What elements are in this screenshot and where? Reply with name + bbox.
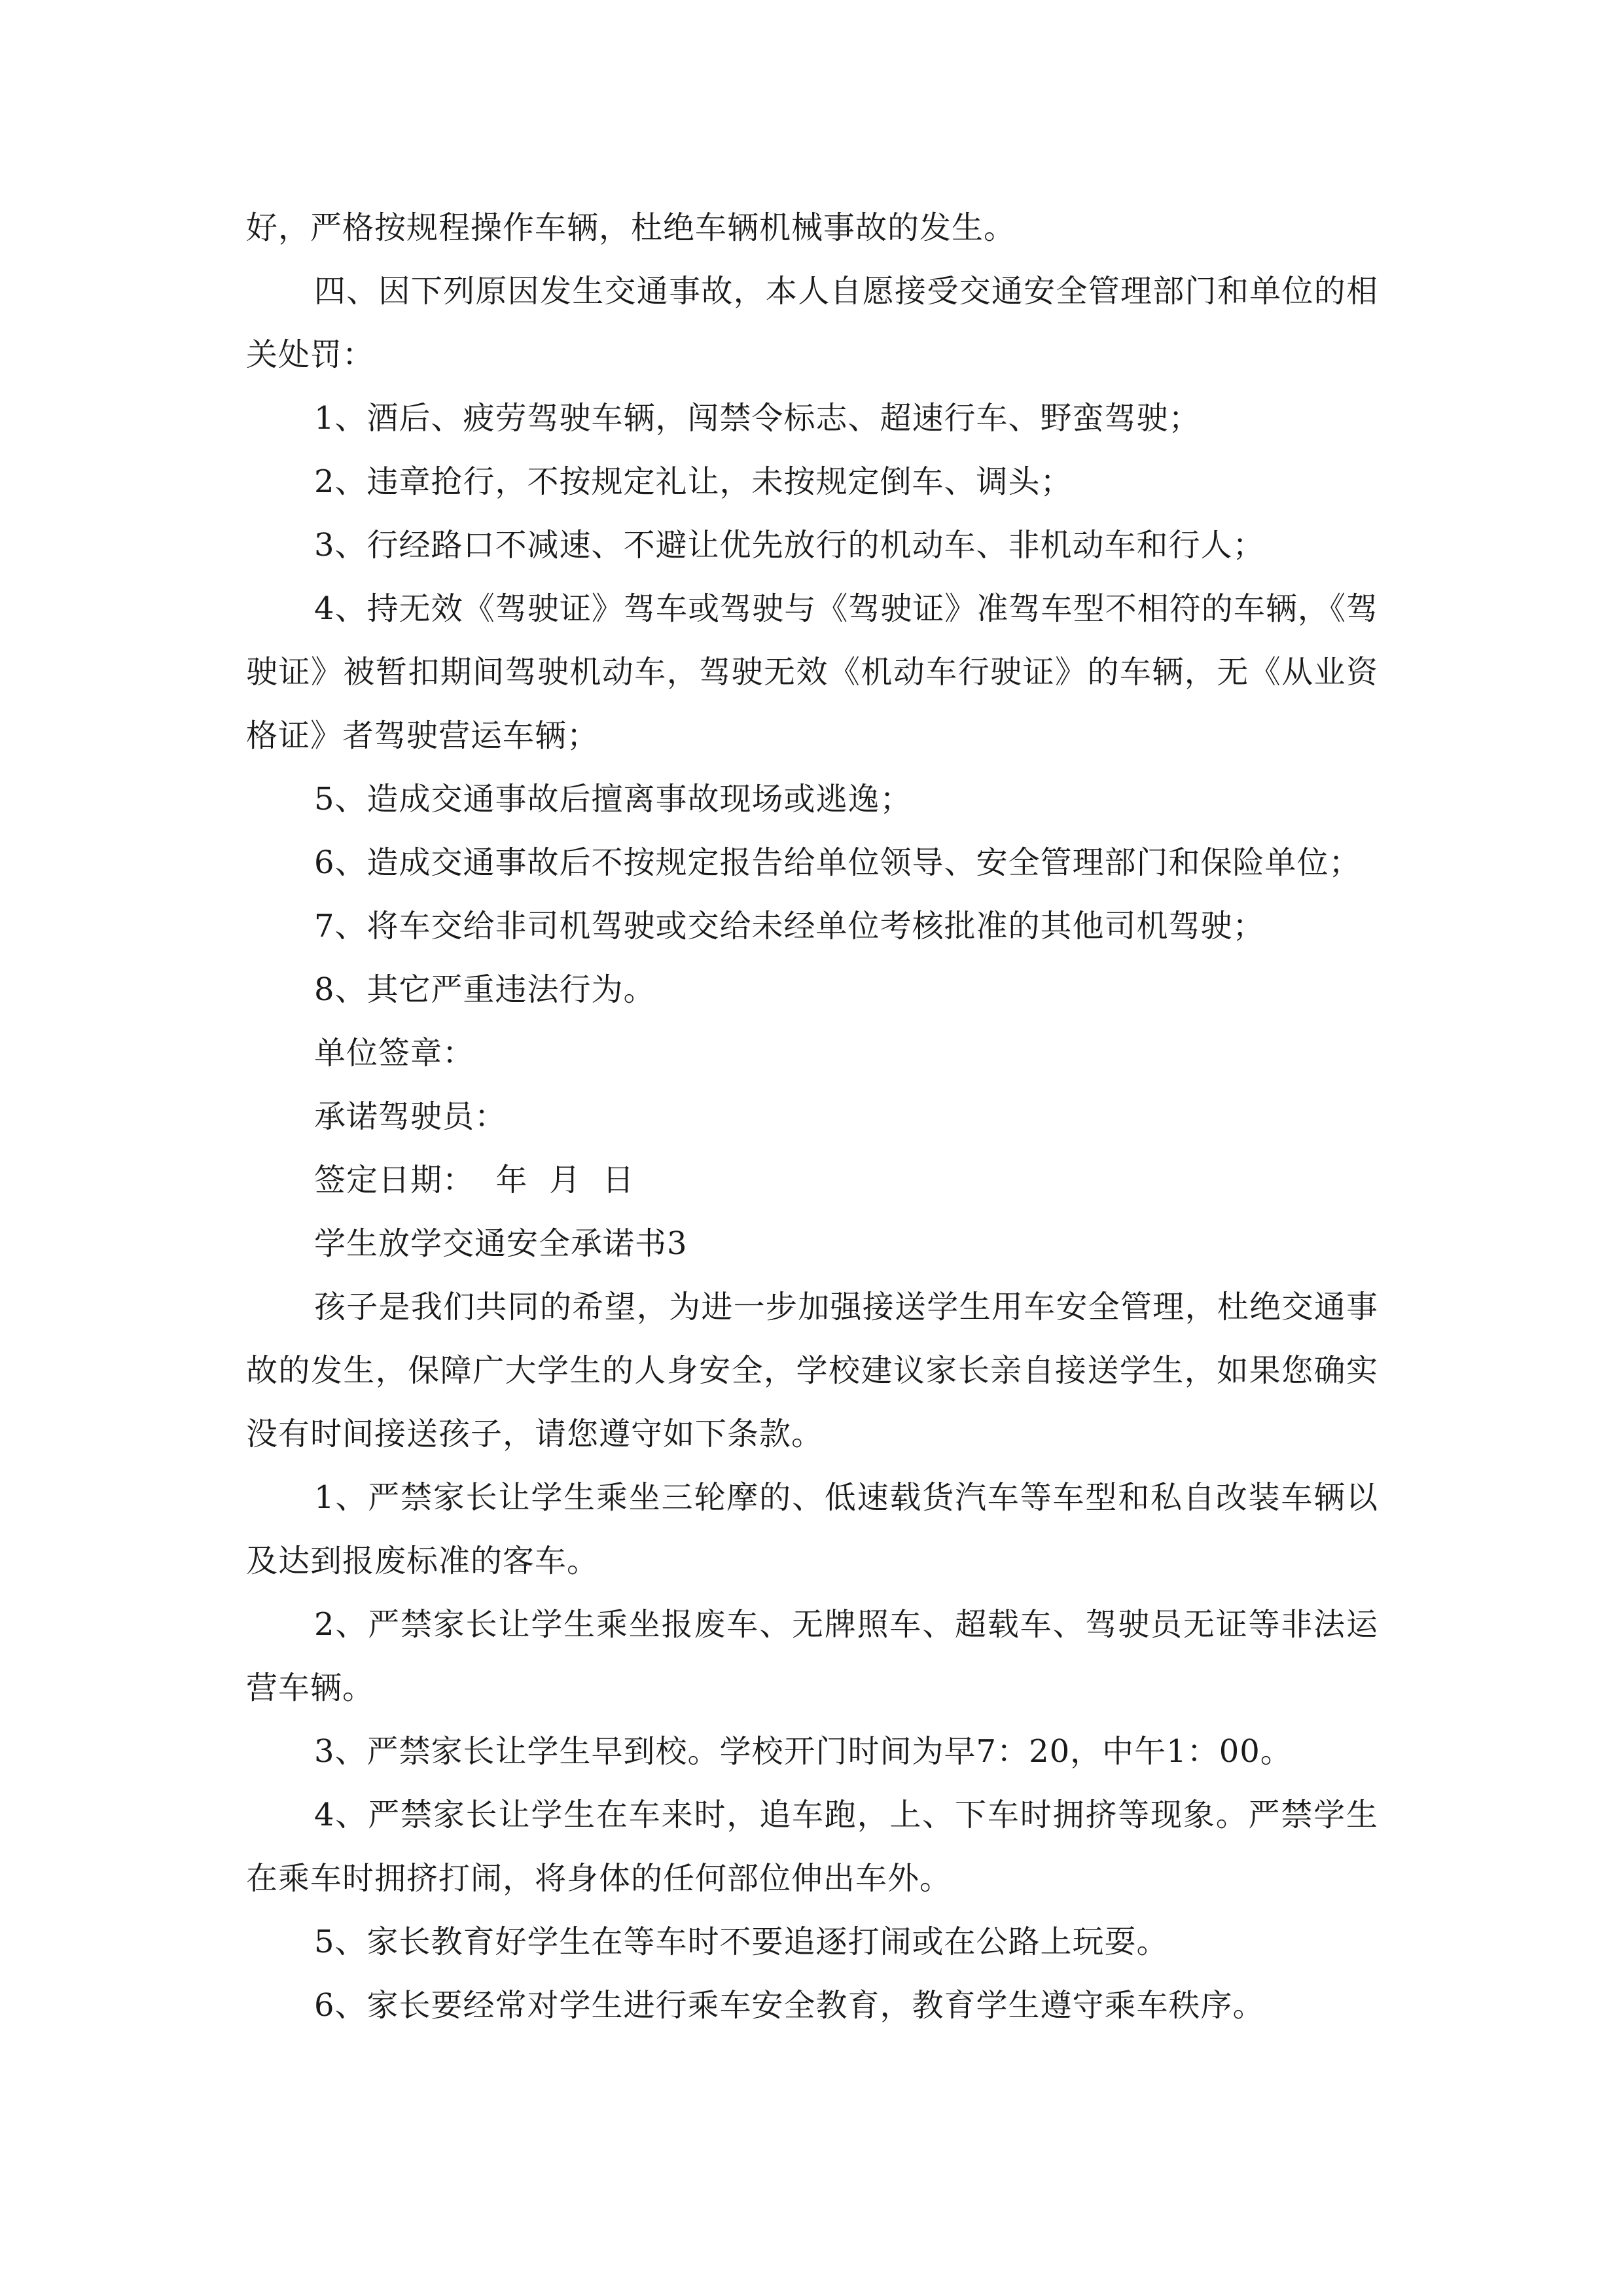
list-item: 2、违章抢行，不按规定礼让，未按规定倒车、调头；	[314, 463, 1073, 500]
signature-driver: 承诺驾驶员：	[314, 1098, 507, 1135]
paragraph-continuation: 好，严格按规程操作车辆，杜绝车辆机械事故的发生。	[246, 209, 1016, 246]
paragraph-intro: 孩子是我们共同的希望，为进一步加强接送学生用车安全管理，杜绝交通事故的发生，保障广大学生的人身安全，学校建议家长亲自接送学生，如果您确实没有时间接送孩子，请您遵守如下条款。	[246, 1289, 1378, 1452]
section-title: 学生放学交通安全承诺书3	[314, 1225, 688, 1262]
list-item: 6、家长要经常对学生进行乘车安全教育，教育学生遵守乘车秩序。	[314, 1987, 1265, 2024]
list-item: 7、将车交给非司机驾驶或交给未经单位考核批准的其他司机驾驶；	[314, 908, 1265, 944]
list-item: 3、行经路口不减速、不避让优先放行的机动车、非机动车和行人；	[314, 527, 1265, 564]
list-item: 8、其它严重违法行为。	[314, 971, 656, 1008]
list-item: 5、造成交通事故后擅离事故现场或逃逸；	[314, 781, 912, 817]
list-item: 1、酒后、疲劳驾驶车辆，闯禁令标志、超速行车、野蛮驾驶；	[314, 400, 1201, 437]
signature-unit-seal: 单位签章：	[314, 1035, 475, 1071]
list-item: 3、严禁家长让学生早到校。学校开门时间为早7：20，中午1：00。	[314, 1733, 1293, 1770]
list-item: 4、严禁家长让学生在车来时，追车跑，上、下车时拥挤等现象。严禁学生在乘车时拥挤打闹，将身体的任何部位伸出车外。	[246, 1797, 1378, 1897]
list-item: 2、严禁家长让学生乘坐报废车、无牌照车、超载车、驾驶员无证等非法运营车辆。	[246, 1606, 1378, 1706]
list-item: 5、家长教育好学生在等车时不要追逐打闹或在公路上玩耍。	[314, 1924, 1169, 1960]
document-body	[246, 196, 1378, 2037]
list-item: 4、持无效《驾驶证》驾车或驾驶与《驾驶证》准驾车型不相符的车辆，《驾驶证》被暂扣期间驾驶机动车，驾驶无效《机动车行驶证》的车辆，无《从业资格证》者驾驶营运车辆；	[246, 590, 1378, 754]
list-item: 1、严禁家长让学生乘坐三轮摩的、低速载货汽车等车型和私自改装车辆以及达到报废标准的客车。	[246, 1479, 1378, 1579]
paragraph-penalty-intro: 四、因下列原因发生交通事故，本人自愿接受交通安全管理部门和单位的相关处罚：	[246, 273, 1378, 373]
list-item: 6、造成交通事故后不按规定报告给单位领导、安全管理部门和保险单位；	[314, 844, 1361, 881]
signature-date: 签定日期： 年 月 日	[314, 1162, 635, 1198]
